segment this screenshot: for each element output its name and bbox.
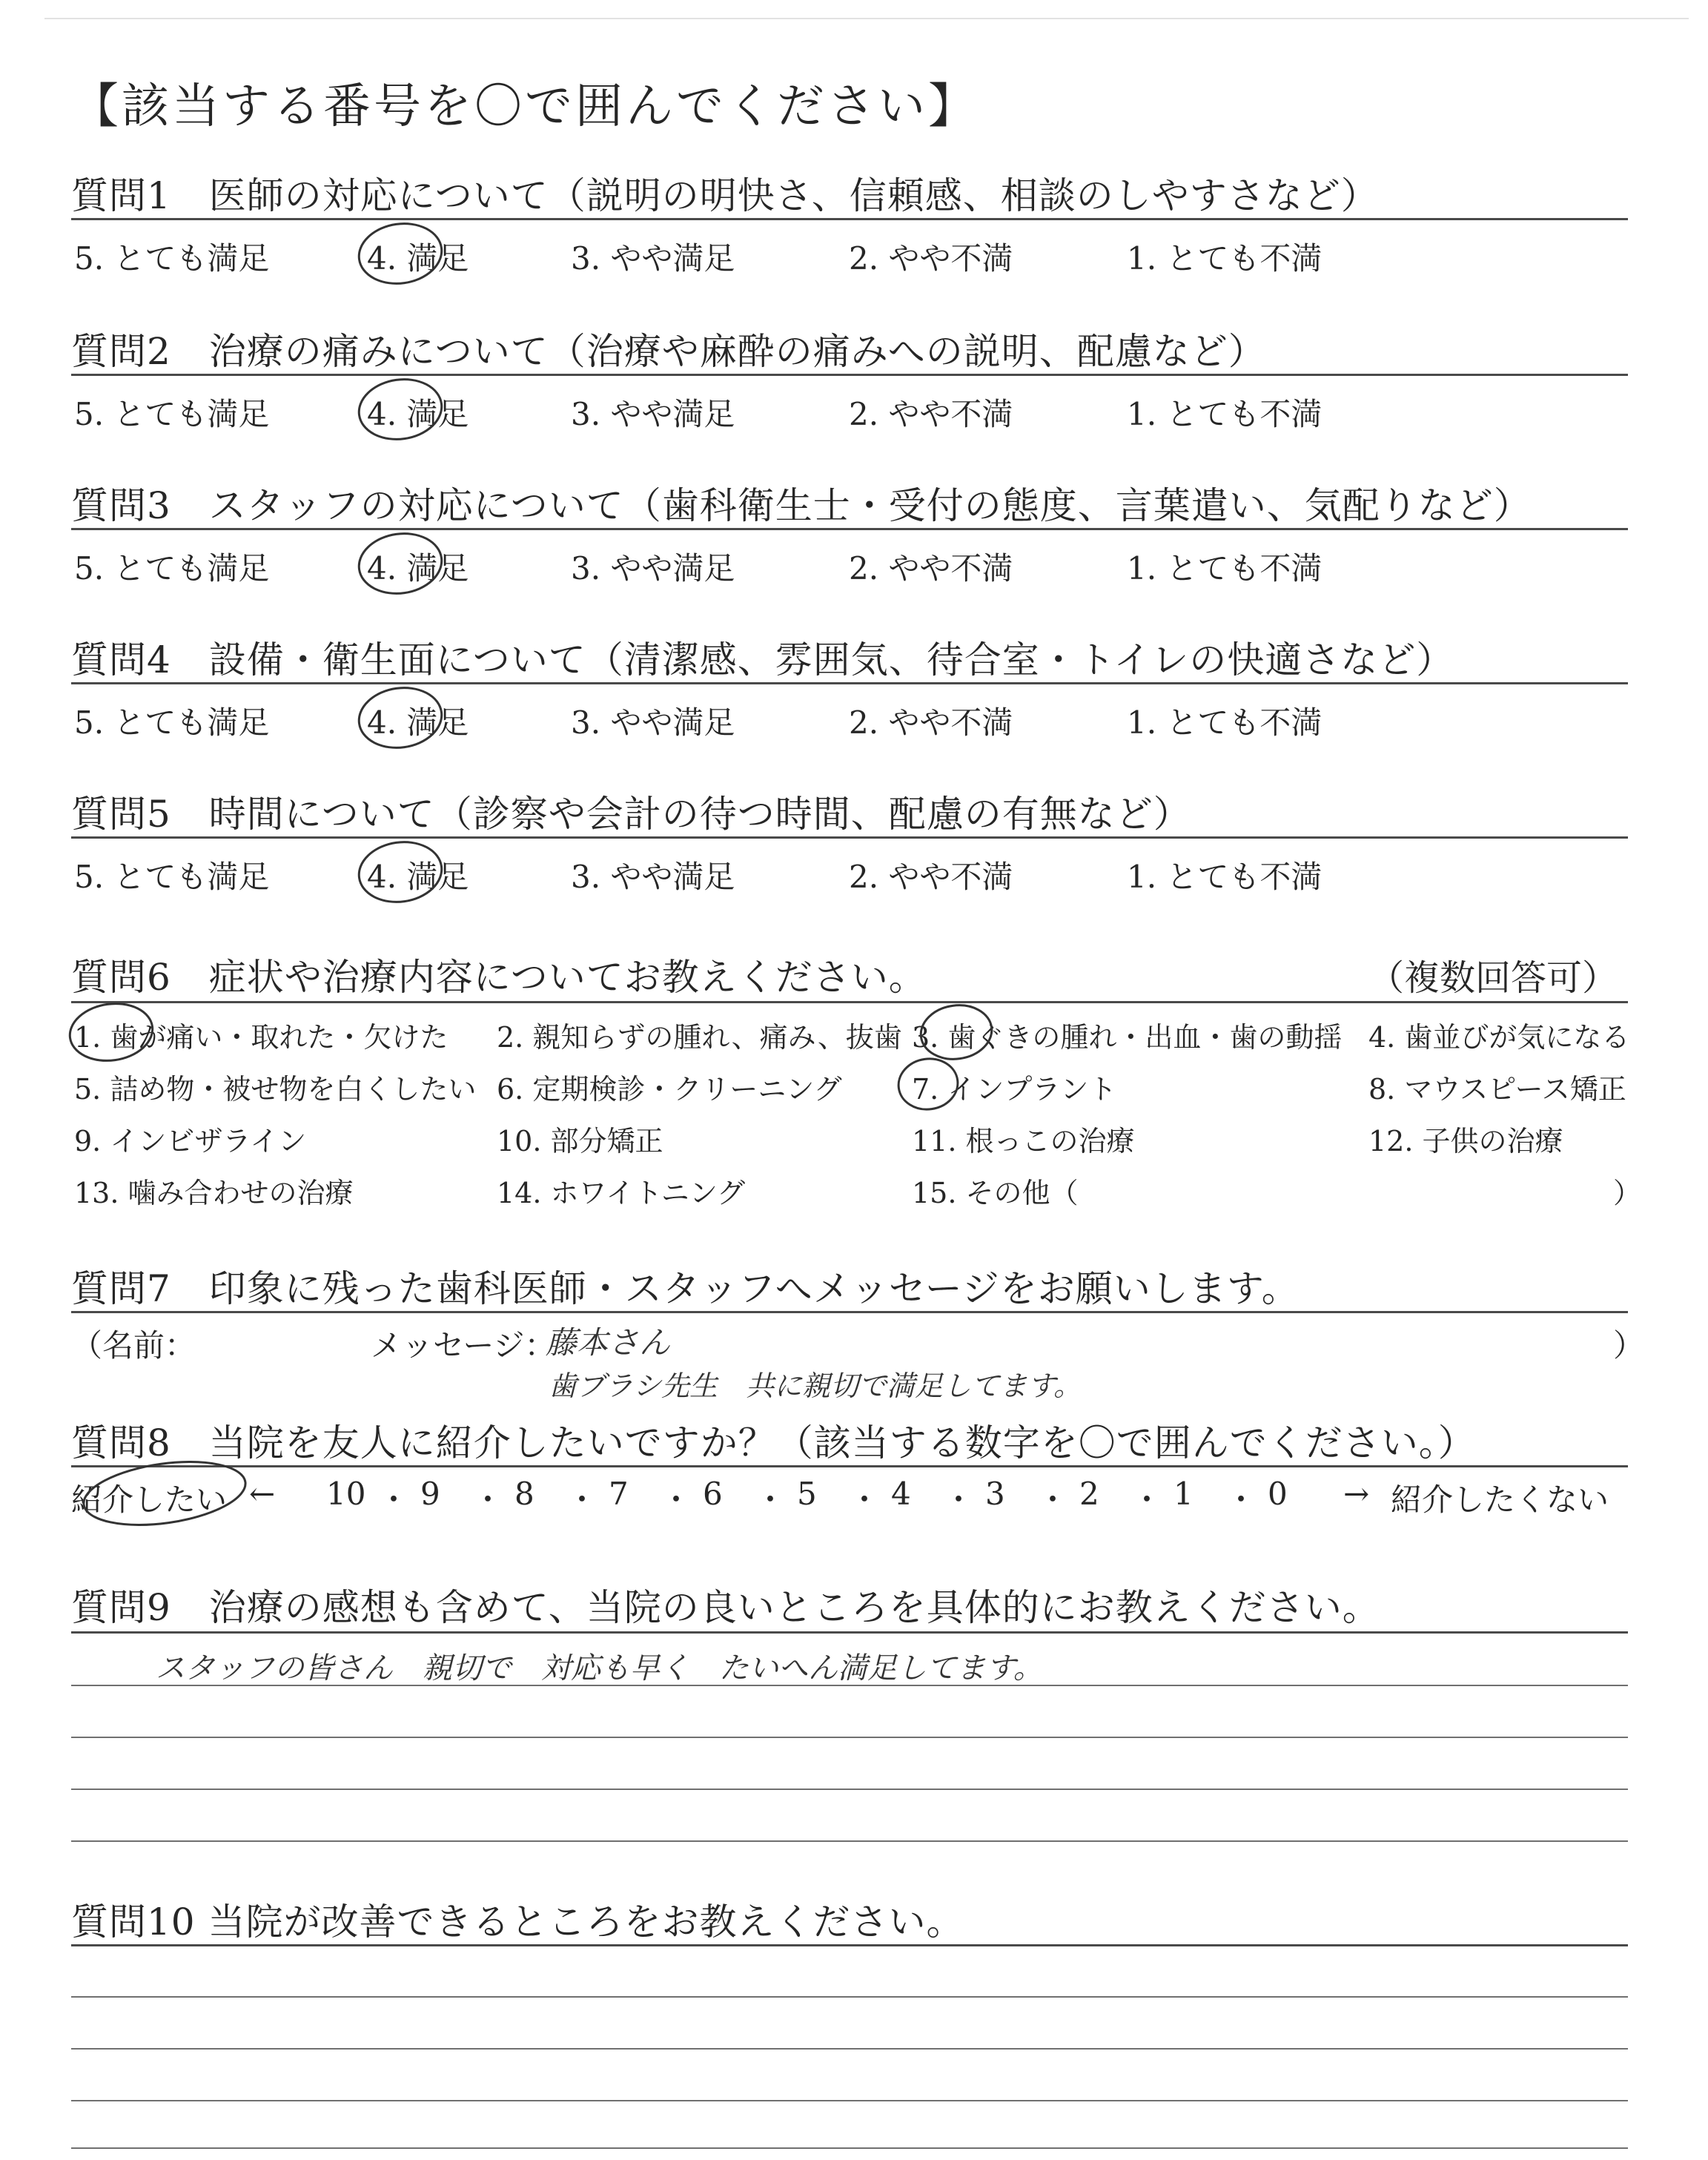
q6-option-6[interactable]: 6. 定期検診・クリーニング [497,1073,842,1106]
q9-line-3 [71,1737,1628,1738]
q1-title: 質問1 医師の対応について（説明の明快さ、信頼感、相談のしやすさなど） [71,174,1379,217]
q6-rule [71,1001,1628,1003]
q5-option-3[interactable]: 3. やや満足 [571,859,735,895]
q6-option-2[interactable]: 2. 親知らずの腫れ、痛み、抜歯 [497,1021,902,1054]
q2-option-5[interactable]: 5. とても満足 [74,396,270,432]
q2-title: 質問2 治療の痛みについて（治療や麻酔の痛みへの説明、配慮など） [71,330,1266,373]
q1-rule [71,218,1628,220]
q8-separator-dot: ・ [943,1482,975,1518]
q9-line-4 [71,1789,1628,1790]
q1-option-4[interactable]: 4. 満足 [367,240,469,277]
q7-rule [71,1311,1628,1313]
q8-rule [71,1465,1628,1467]
q9-line-5 [71,1840,1628,1842]
q8-right-label: 紹介したくない [1391,1482,1609,1518]
q8-scale-2[interactable]: 2 [1079,1476,1099,1512]
q6-option-11[interactable]: 11. 根っこの治療 [912,1125,1135,1157]
q3-option-4[interactable]: 4. 満足 [367,550,469,587]
q7-name-label: （名前： [71,1327,196,1364]
q6-option-10[interactable]: 10. 部分矯正 [497,1125,663,1157]
q8-scale-8[interactable]: 8 [514,1476,534,1512]
q2-option-4[interactable]: 4. 満足 [367,396,469,432]
q5-option-5[interactable]: 5. とても満足 [74,859,270,895]
q1-option-3[interactable]: 3. やや満足 [571,240,735,277]
q4-option-4[interactable]: 4. 満足 [367,704,469,741]
q8-separator-dot: ・ [1225,1482,1257,1518]
q3-option-2[interactable]: 2. やや不満 [849,550,1013,587]
q5-title: 質問5 時間について（診察や会計の待つ時間、配慮の有無など） [71,793,1191,836]
q4-option-3[interactable]: 3. やや満足 [571,704,735,741]
q10-line-4 [71,2100,1628,2101]
q9-line-1 [71,1631,1628,1634]
q7-message-label: メッセージ： [371,1327,556,1364]
q8-separator-dot: ・ [566,1482,598,1518]
q6-title: 質問6 症状や治療内容についてお教えください。 [71,956,927,999]
q6-option-4[interactable]: 4. 歯並びが気になる [1368,1021,1630,1054]
form-heading: 【該当する番号を〇で囲んでください】 [71,79,979,134]
q8-left-label: 紹介したい [71,1482,228,1518]
q2-option-2[interactable]: 2. やや不満 [849,396,1013,432]
q6-option-14[interactable]: 14. ホワイトニング [497,1177,746,1209]
q8-scale-10[interactable]: 10 [326,1476,366,1512]
q8-scale-5[interactable]: 5 [797,1476,817,1512]
q6-option-5[interactable]: 5. 詰め物・被せ物を白くしたい [74,1073,477,1106]
q3-title: 質問3 スタッフの対応について（歯科衛生士・受付の態度、言葉遣い、気配りなど） [71,484,1532,527]
q6-option-7[interactable]: 7. インプラント [912,1073,1117,1106]
q6-multiple-note: （複数回答可） [1368,957,1618,999]
q10-line-5 [71,2147,1628,2149]
q4-rule [71,682,1628,684]
q4-title: 質問4 設備・衛生面について（清潔感、雰囲気、待合室・トイレの快適さなど） [71,638,1454,681]
q8-scale-0[interactable]: 0 [1268,1476,1288,1512]
q2-rule [71,374,1628,376]
q5-rule [71,836,1628,839]
q1-option-5[interactable]: 5. とても満足 [74,240,270,277]
q7-handwritten-name: 藤本さん [546,1324,671,1361]
q9-line-2 [71,1685,1628,1686]
q4-option-5[interactable]: 5. とても満足 [74,704,270,741]
q8-scale-3[interactable]: 3 [985,1476,1005,1512]
q8-separator-dot: ・ [755,1482,787,1518]
q8-separator-dot: ・ [378,1482,410,1518]
q10-line-1 [71,1944,1628,1946]
q5-option-1[interactable]: 1. とても不満 [1127,859,1323,895]
q8-scale-9[interactable]: 9 [420,1476,440,1512]
q8-separator-dot: ・ [1131,1482,1163,1518]
q8-separator-dot: ・ [849,1482,881,1518]
q8-title: 質問8 当院を友人に紹介したいですか？（該当する数字を〇で囲んでください。） [71,1421,1476,1464]
q9-title: 質問9 治療の感想も含めて、当院の良いところを具体的にお教えください。 [71,1586,1380,1629]
q2-option-1[interactable]: 1. とても不満 [1127,396,1323,432]
q3-option-5[interactable]: 5. とても満足 [74,550,270,587]
q5-option-4[interactable]: 4. 満足 [367,859,469,895]
q3-rule [71,528,1628,530]
q10-line-3 [71,2048,1628,2050]
q5-option-2[interactable]: 2. やや不満 [849,859,1013,895]
q2-option-3[interactable]: 3. やや満足 [571,396,735,432]
q8-separator-dot: ・ [1037,1482,1069,1518]
q8-scale-4[interactable]: 4 [891,1476,911,1512]
q6-other-close: ） [1613,1177,1642,1209]
q8-scale-7[interactable]: 7 [609,1476,629,1512]
top-border [44,18,1689,19]
q6-option-3[interactable]: 3. 歯ぐきの腫れ・出血・歯の動揺 [912,1021,1343,1054]
q8-scale-1[interactable]: 1 [1174,1476,1194,1512]
q7-close-paren: ） [1613,1327,1645,1364]
q4-option-1[interactable]: 1. とても不満 [1127,704,1323,741]
q8-arrow-right: → [1343,1476,1370,1512]
q8-arrow-left: ← [249,1476,276,1512]
q8-separator-dot: ・ [472,1482,504,1518]
q10-title: 質問10 当院が改善できるところをお教えください。 [71,1900,964,1943]
q6-option-13[interactable]: 13. 噛み合わせの治療 [74,1177,354,1209]
q6-option-8[interactable]: 8. マウスピース矯正 [1368,1073,1626,1106]
q6-option-1[interactable]: 1. 歯が痛い・取れた・欠けた [74,1021,448,1054]
q10-line-2 [71,1996,1628,1998]
q1-option-1[interactable]: 1. とても不満 [1127,240,1323,277]
q6-option-9[interactable]: 9. インビザライン [74,1125,307,1157]
q6-option-12[interactable]: 12. 子供の治療 [1368,1125,1563,1157]
q1-option-2[interactable]: 2. やや不満 [849,240,1013,277]
q6-option-15[interactable]: 15. その他（ [912,1177,1079,1209]
q8-separator-dot: ・ [661,1482,692,1518]
q3-option-3[interactable]: 3. やや満足 [571,550,735,587]
q8-scale-6[interactable]: 6 [703,1476,723,1512]
q9-handwritten-answer: スタッフの皆さん 親切で 対応も早く たいへん満足してます。 [156,1651,1043,1685]
q7-handwritten-message: 歯ブラシ先生 共に親切で満足してます。 [549,1370,1082,1402]
q4-option-2[interactable]: 2. やや不満 [849,704,1013,741]
q7-title: 質問7 印象に残った歯科医師・スタッフへメッセージをお願いします。 [71,1267,1300,1310]
q3-option-1[interactable]: 1. とても不満 [1127,550,1323,587]
